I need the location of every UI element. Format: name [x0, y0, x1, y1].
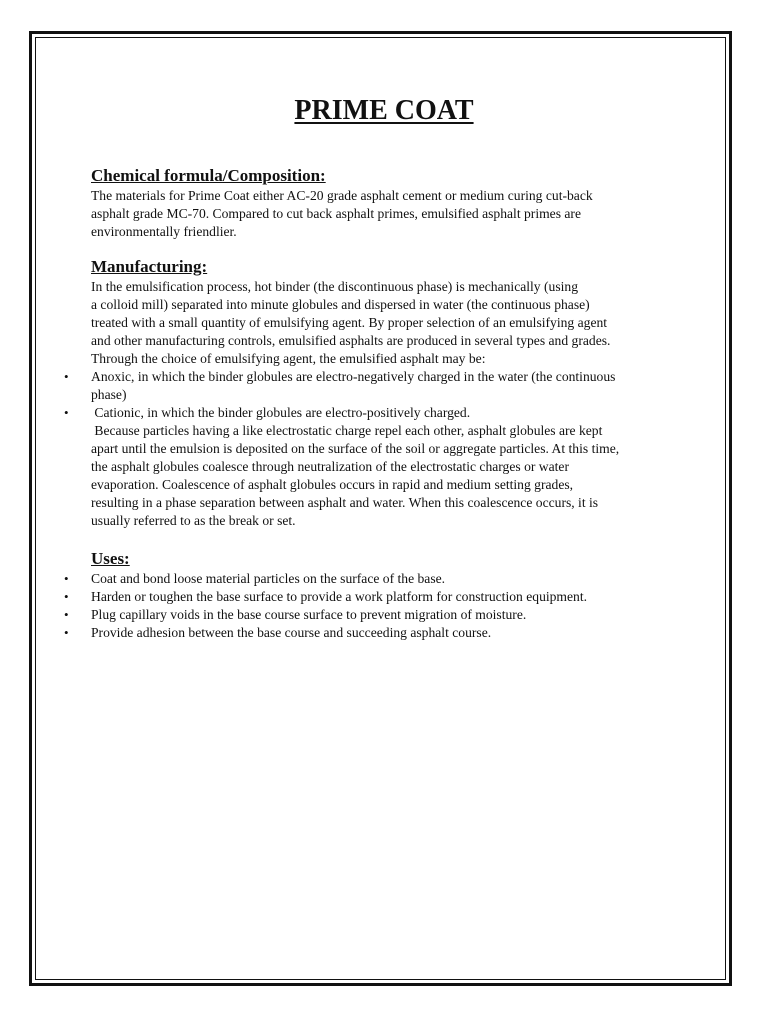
list-item: [64, 404, 691, 422]
composition-line: The materials for Prime Coat either AC-20 grade asphalt cement or medium curing cut-back: [91, 188, 593, 203]
composition-line: environmentally friendlier.: [91, 224, 237, 239]
uses-section: [64, 549, 691, 642]
manufacturing-intro: [91, 278, 691, 368]
manufacturing-intro-line: treated with a small quantity of emulsifying agent. By proper selection of an emulsifying agent: [91, 315, 608, 330]
composition-line: asphalt grade MC-70. Compared to cut back asphalt primes, emulsified asphalt primes are: [91, 206, 581, 221]
bullet-icon: •: [64, 607, 69, 622]
manufacturing-section: [64, 257, 691, 530]
list-item-text: Coat and bond loose material particles on the surface of the base.: [91, 571, 446, 586]
bullet-icon: •: [64, 589, 69, 604]
composition-section: [91, 166, 691, 241]
list-item-text: Provide adhesion between the base course and succeeding asphalt course.: [91, 625, 492, 640]
manufacturing-closing-line: the asphalt globules coalesce through neutralization of the electrostatic charges or water: [91, 459, 569, 474]
manufacturing-closing-line: evaporation. Coalescence of asphalt globules occurs in rapid and medium setting grades,: [91, 477, 574, 492]
list-item-text: Harden or toughen the base surface to provide a work platform for construction equipment.: [91, 589, 588, 604]
manufacturing-closing-line: Because particles having a like electrostatic charge repel each other, asphalt globules are kept: [91, 423, 603, 438]
manufacturing-closing-line: resulting in a phase separation between asphalt and water. When this coalescence occurs, it is: [91, 495, 599, 510]
bullet-icon: •: [64, 625, 69, 640]
list-item-line: Cationic, in which the binder globules are electro-positively charged.: [91, 405, 471, 420]
manufacturing-closing: [91, 422, 691, 530]
list-item: [64, 606, 691, 624]
manufacturing-intro-line: a colloid mill) separated into minute globules and dispersed in water (the continuous phase): [91, 297, 590, 312]
manufacturing-closing-line: apart until the emulsion is deposited on the surface of the soil or aggregate particles. At this time,: [91, 441, 620, 456]
list-item: [64, 368, 691, 404]
page-title: PRIME COAT: [294, 95, 474, 126]
list-item-text: Plug capillary voids in the base course surface to prevent migration of moisture.: [91, 607, 527, 622]
manufacturing-intro-line: Through the choice of emulsifying agent, the emulsified asphalt may be:: [91, 351, 486, 366]
bullet-icon: •: [64, 405, 69, 420]
bullet-icon: •: [64, 571, 69, 586]
list-item: [64, 588, 691, 606]
manufacturing-heading: Manufacturing:: [91, 257, 208, 276]
manufacturing-intro-line: In the emulsification process, hot binder (the discontinuous phase) is mechanically (using: [91, 279, 578, 294]
emulsion-types-list: [64, 368, 691, 422]
composition-heading: Chemical formula/Composition:: [91, 166, 326, 185]
uses-heading: Uses:: [91, 549, 130, 568]
manufacturing-closing-line: usually referred to as the break or set.: [91, 513, 296, 528]
list-item: [64, 624, 691, 642]
list-item-line: phase): [91, 387, 127, 402]
list-item-line: Anoxic, in which the binder globules are electro-negatively charged in the water (the continuous: [91, 369, 616, 384]
uses-list: [64, 570, 691, 642]
bullet-icon: •: [64, 369, 69, 384]
list-item: [64, 570, 691, 588]
composition-paragraph: [91, 187, 691, 241]
manufacturing-intro-line: and other manufacturing controls, emulsified asphalts are produced in several types and grades.: [91, 333, 611, 348]
